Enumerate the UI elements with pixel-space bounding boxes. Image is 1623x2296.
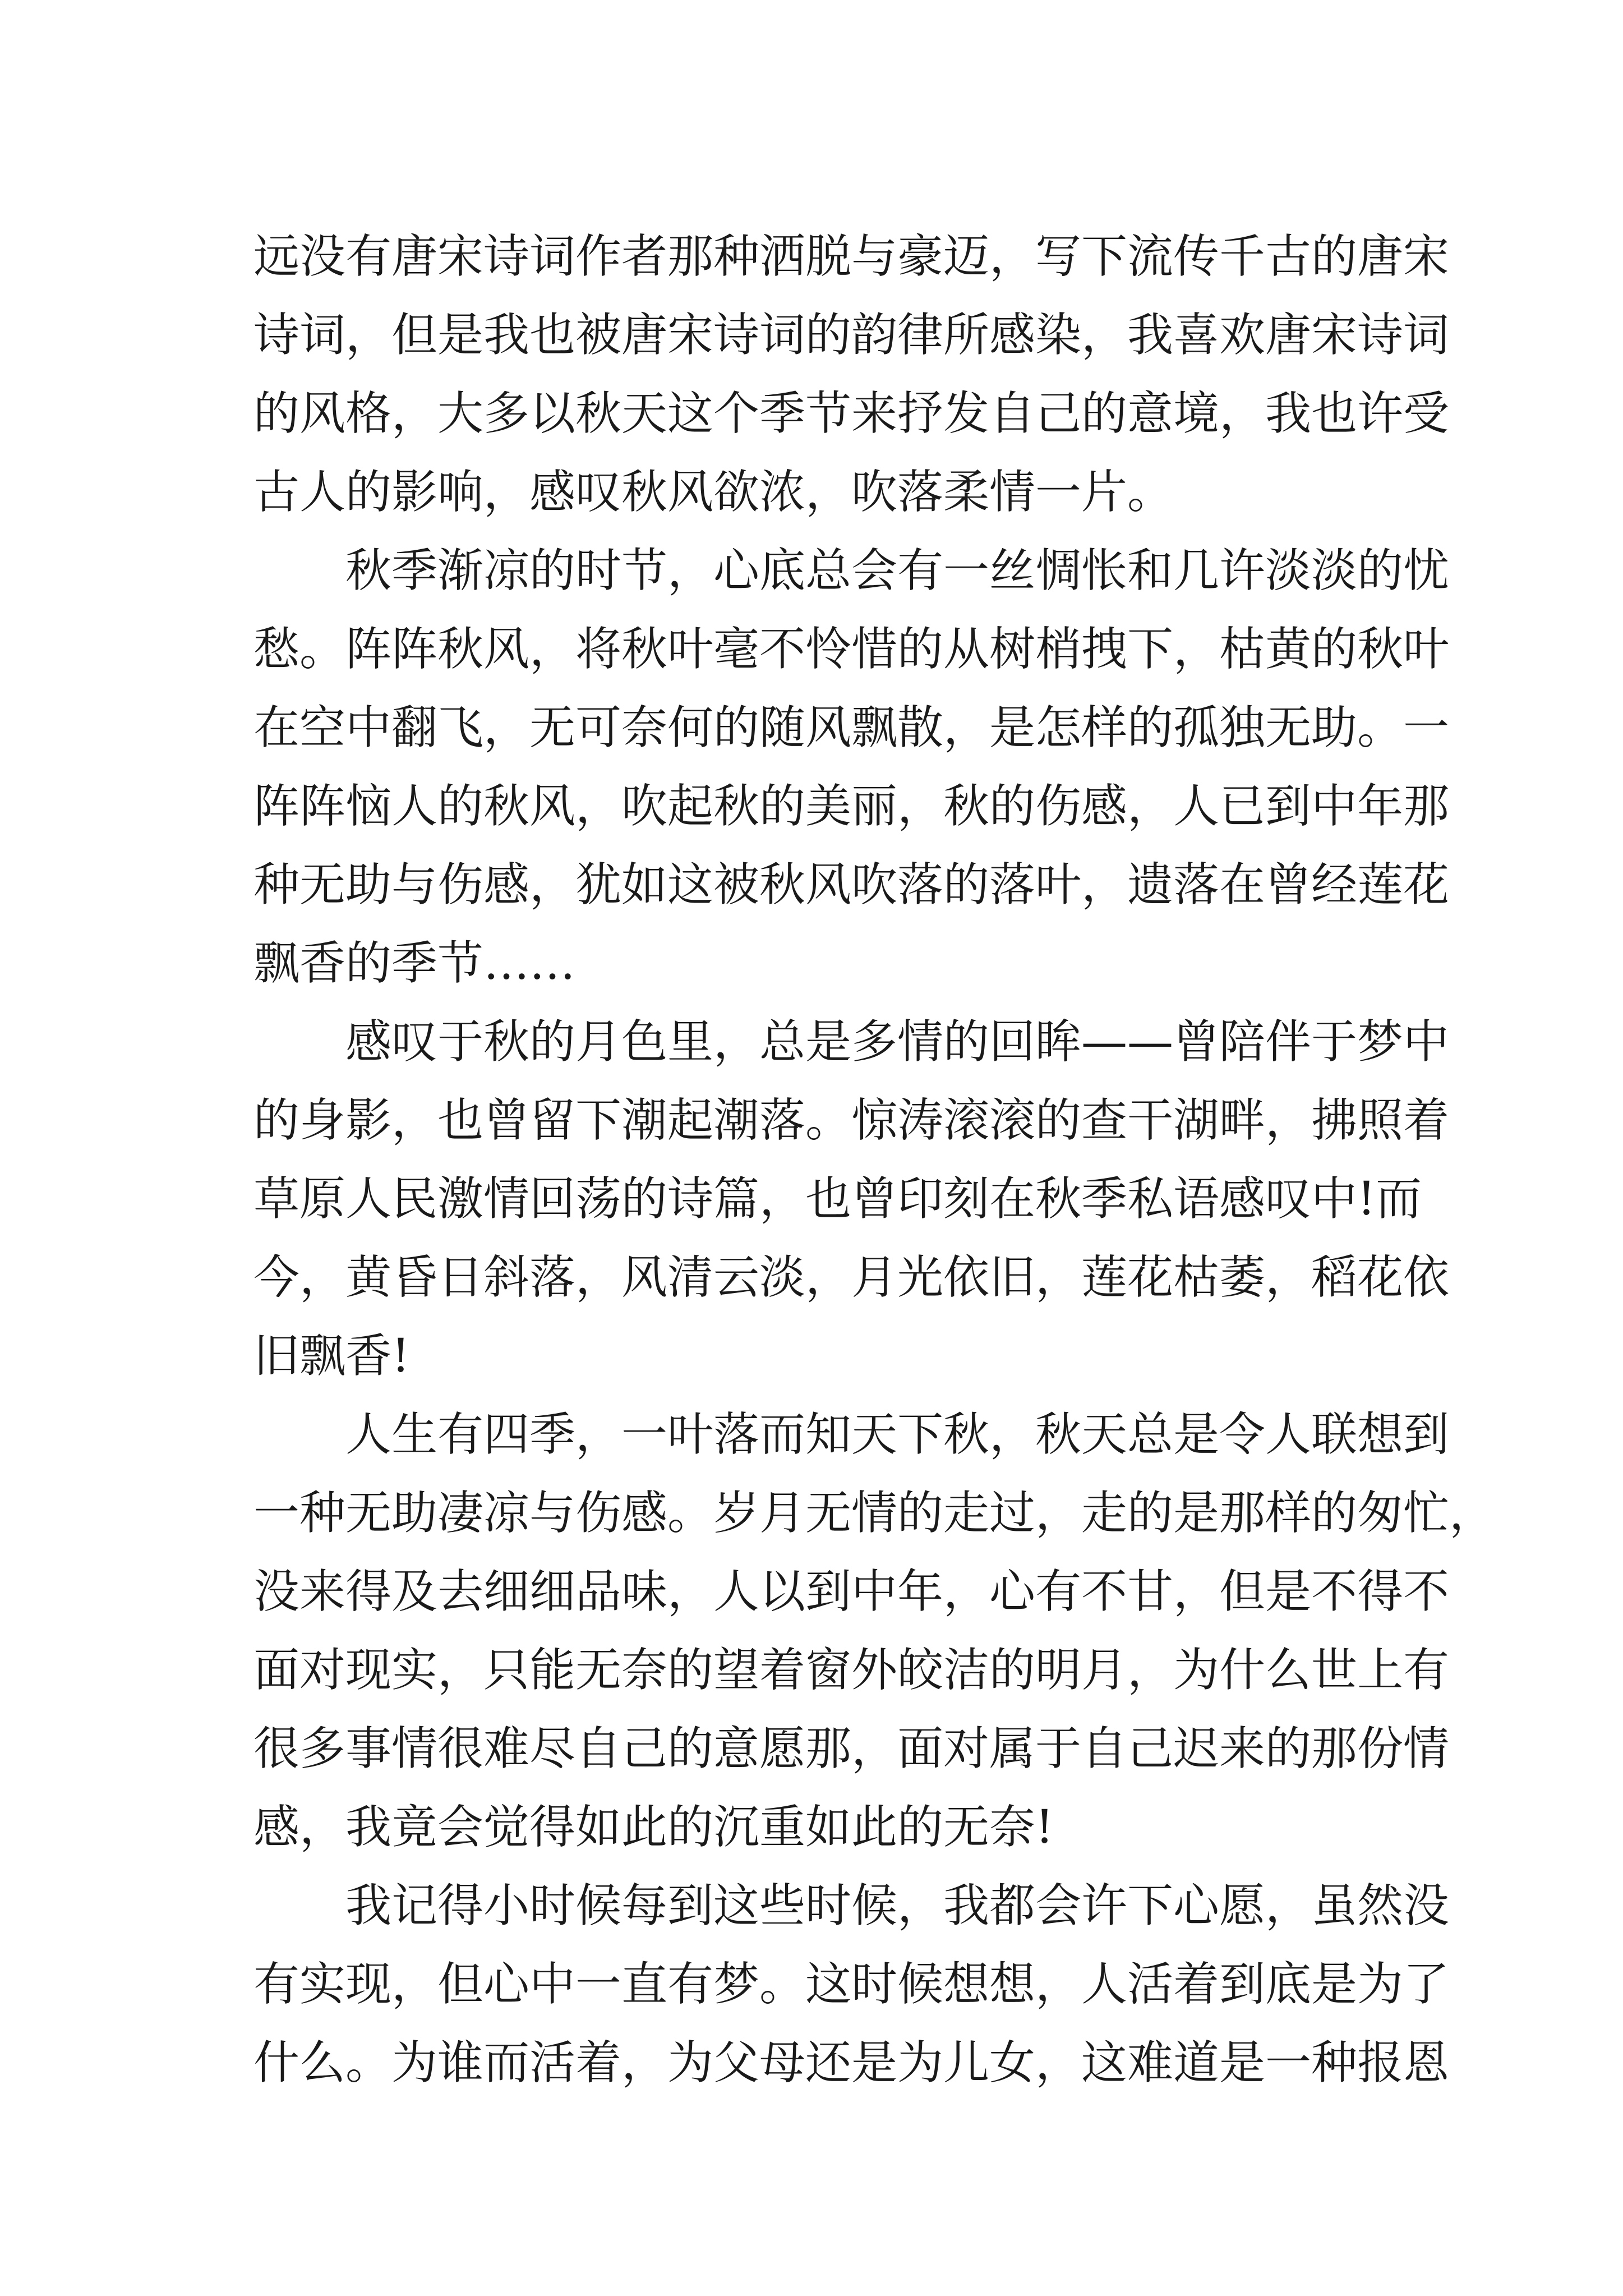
text-line: 阵阵恼人的秋风，吹起秋的美丽，秋的伤感，人已到中年那 bbox=[253, 780, 1450, 833]
text-line: 古人的影响，感叹秋风欲浓，吹落柔情一片。 bbox=[253, 466, 1174, 519]
text-line: 的身影，也曾留下潮起潮落。惊涛滚滚的查干湖畔，拂照着 bbox=[253, 1094, 1450, 1147]
text-line: 没来得及去细细品味，人以到中年，心有不甘，但是不得不 bbox=[253, 1565, 1450, 1618]
text-line: 的风格，大多以秋天这个季节来抒发自己的意境，我也许受 bbox=[253, 387, 1450, 440]
paragraph-3 bbox=[253, 1003, 1450, 1396]
text-line: 面对现实，只能无奈的望着窗外皎洁的明月，为什么世上有 bbox=[253, 1644, 1450, 1697]
paragraph-1 bbox=[253, 218, 1450, 532]
text-line: 愁。阵阵秋风，将秋叶毫不怜惜的从树梢拽下，枯黄的秋叶 bbox=[253, 623, 1450, 676]
paragraph-4 bbox=[253, 1396, 1496, 1867]
text-line: 很多事情很难尽自己的意愿那，面对属于自己迟来的那份情 bbox=[253, 1722, 1450, 1775]
text-line: 远没有唐宋诗词作者那种洒脱与豪迈，写下流传千古的唐宋 bbox=[253, 230, 1450, 283]
text-line: 在空中翻飞，无可奈何的随风飘散，是怎样的孤独无助。一 bbox=[253, 701, 1450, 754]
text-line: 我记得小时候每到这些时候，我都会许下心愿，虽然没 bbox=[345, 1879, 1450, 1932]
text-line: 感叹于秋的月色里，总是多情的回眸——曾陪伴于梦中 bbox=[345, 1015, 1450, 1069]
text-line: 今，黄昏日斜落，风清云淡，月光依旧，莲花枯萎，稻花依 bbox=[253, 1251, 1450, 1304]
text-line: 什么。为谁而活着，为父母还是为儿女，这难道是一种报恩 bbox=[253, 2036, 1450, 2090]
text-line: 秋季渐凉的时节，心底总会有一丝惆怅和几许淡淡的忧 bbox=[345, 544, 1450, 597]
text-line: 种无助与伤感，犹如这被秋风吹落的落叶，遗落在曾经莲花 bbox=[253, 858, 1450, 912]
paragraph-5 bbox=[253, 1867, 1450, 2102]
body-text bbox=[253, 218, 1496, 2102]
text-line: 人生有四季，一叶落而知天下秋，秋天总是令人联想到 bbox=[345, 1408, 1450, 1461]
text-line: 感，我竟会觉得如此的沉重如此的无奈! bbox=[253, 1801, 1054, 1854]
text-line: 有实现，但心中一直有梦。这时候想想，人活着到底是为了 bbox=[253, 1958, 1450, 2011]
text-line: 飘香的季节…… bbox=[253, 937, 576, 990]
text-line: 草原人民激情回荡的诗篇，也曾印刻在秋季私语感叹中!而 bbox=[253, 1172, 1422, 1226]
paragraph-2 bbox=[253, 532, 1450, 1003]
text-line: 一种无助凄凉与伤感。岁月无情的走过，走的是那样的匆忙， bbox=[253, 1487, 1496, 1540]
text-line: 诗词，但是我也被唐宋诗词的韵律所感染，我喜欢唐宋诗词 bbox=[253, 309, 1450, 362]
text-line: 旧飘香! bbox=[253, 1329, 410, 1383]
